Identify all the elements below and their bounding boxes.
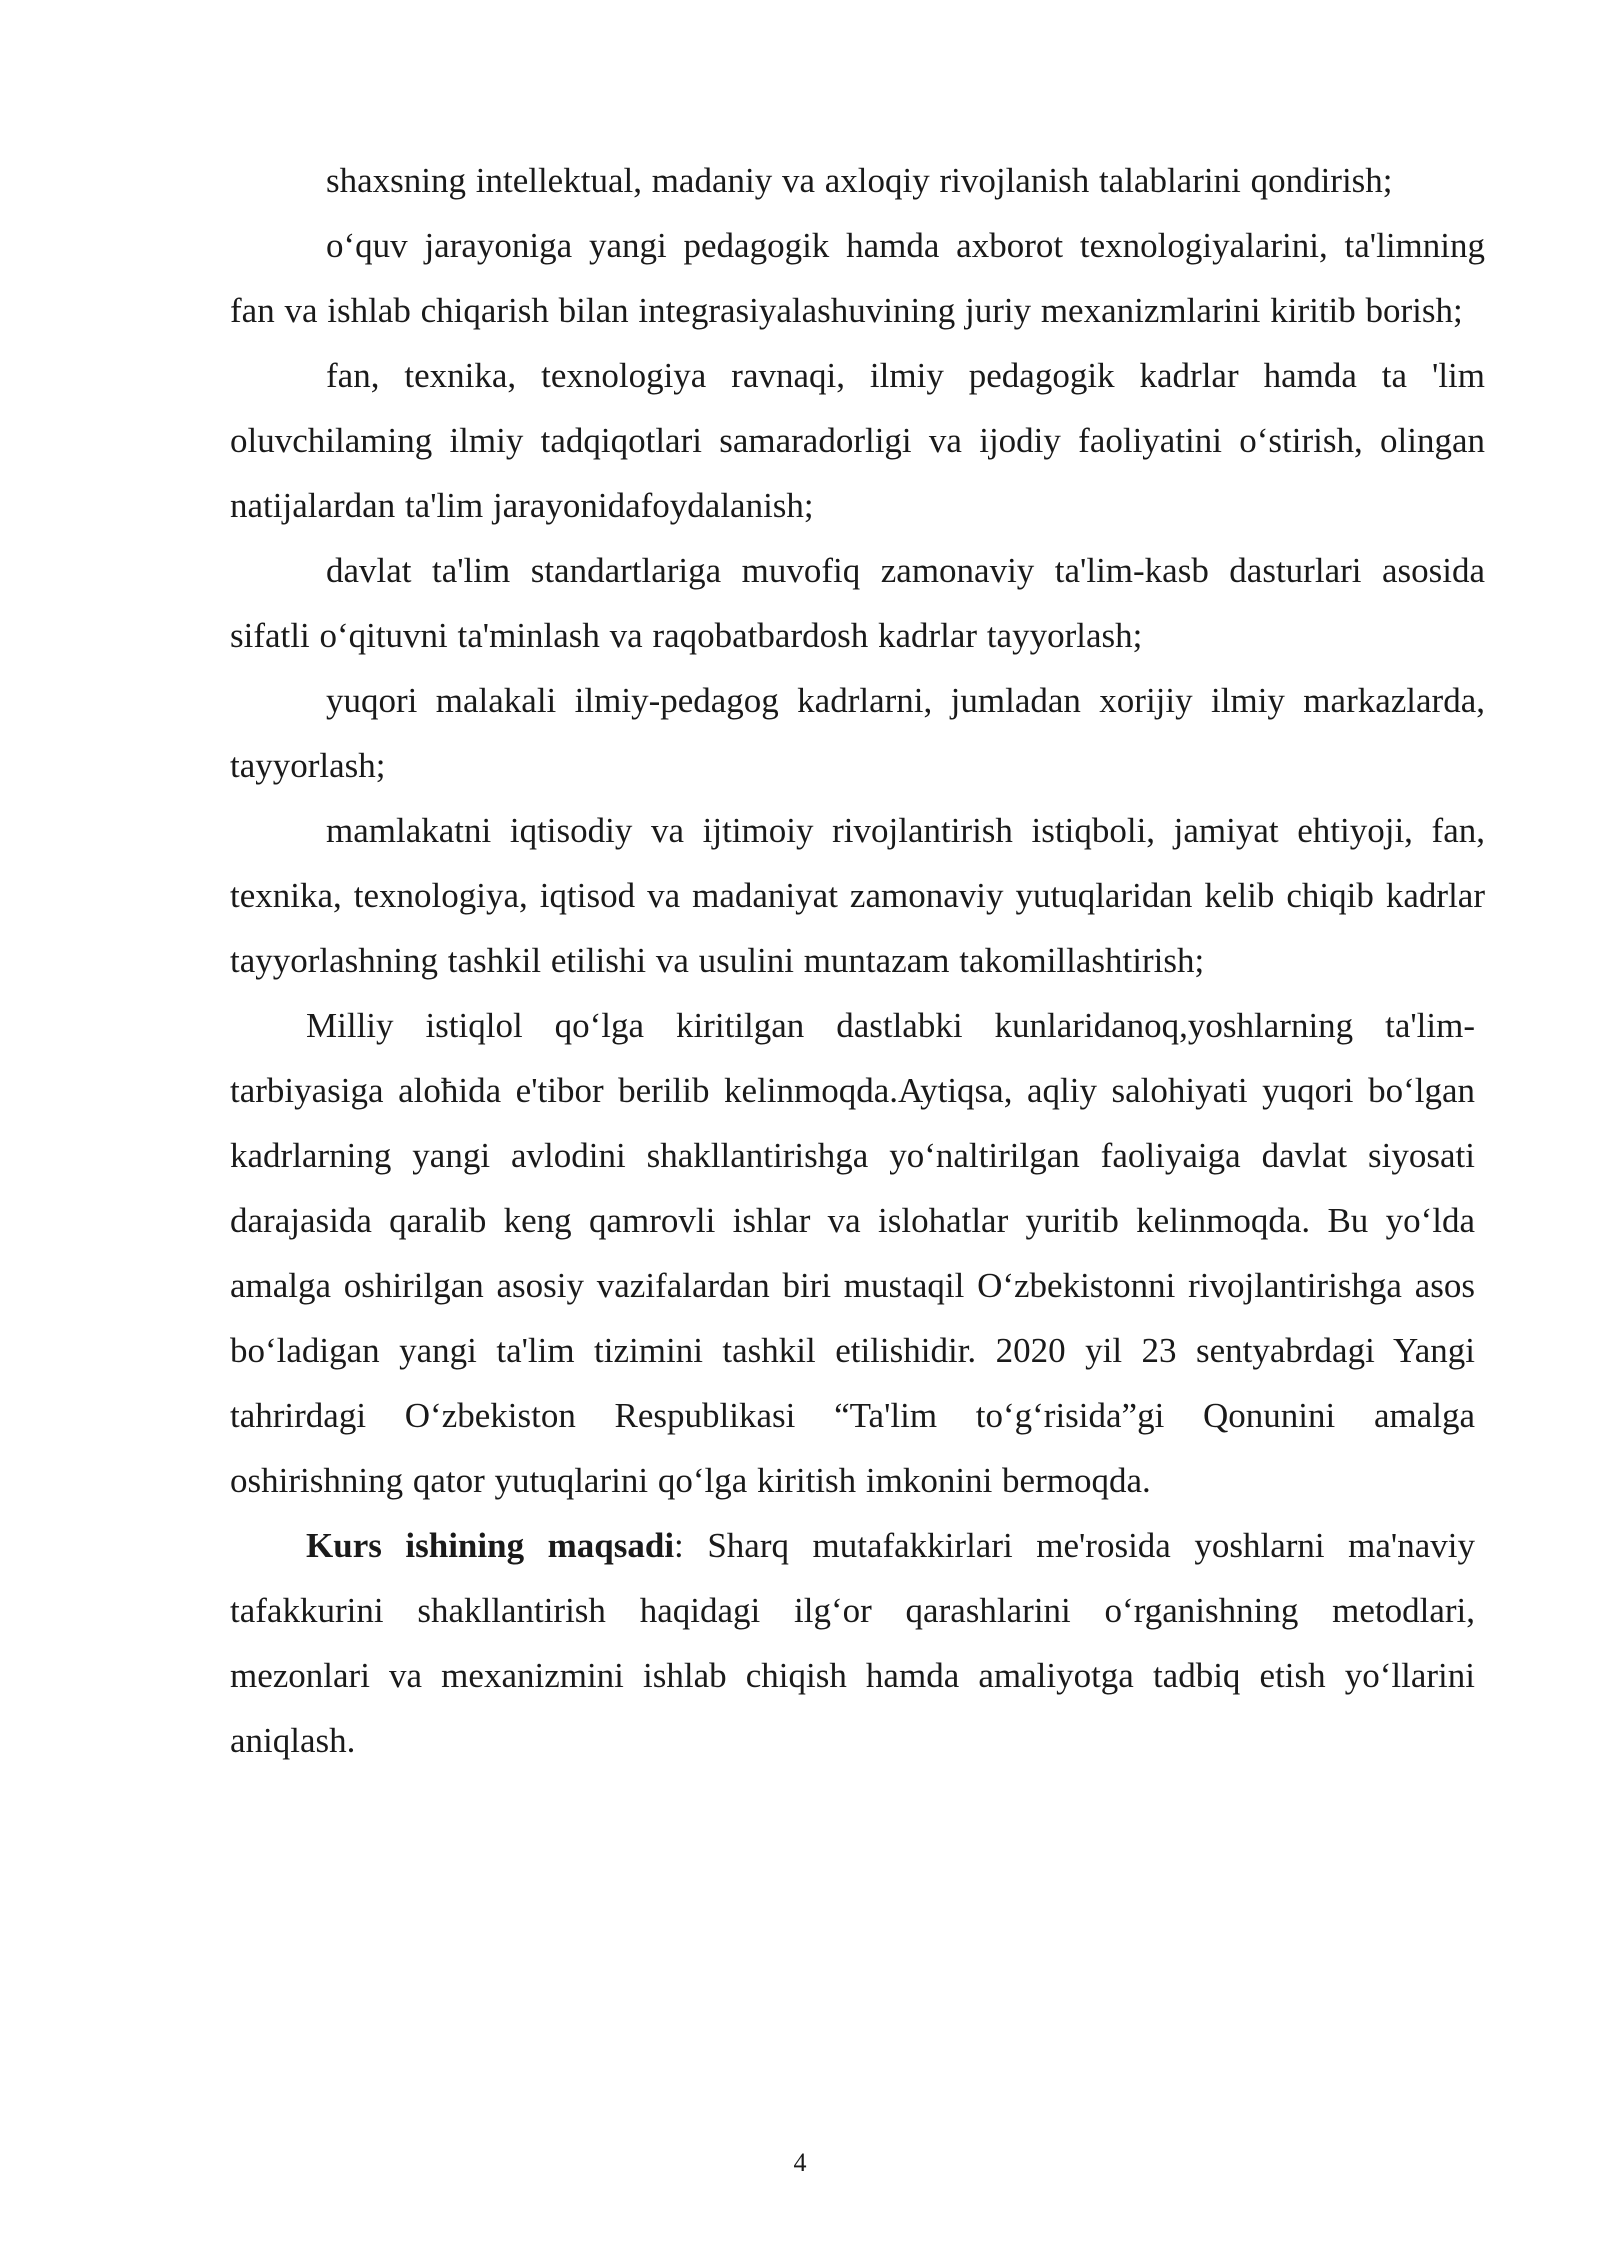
paragraph-state-standards: davlat ta'lim standartlariga muvofiq zamonaviy ta'lim-kasb dasturlari asosida sifatli o‘qituvni ta'minlash va raqobatbardosh kadrlar tayyorlash; [230, 551, 1485, 655]
course-goal-label: Kurs ishining maqsadi [306, 1526, 675, 1565]
paragraph-course-goal [230, 1513, 1475, 1773]
paragraph-economic-development: mamlakatni iqtisodiy va ijtimoiy rivojlantirish istiqboli, jamiyat ehtiyoji, fan, texnika, texnologiya, iqtisod va madaniyat zamonaviy yutuqlaridan kelib chiqib kadrlar tayyorlashning tashkil etilishi va usulini muntazam takomillashtirish; [230, 811, 1485, 980]
page-body [230, 148, 1485, 1773]
course-goal-colon: : [674, 1526, 684, 1565]
page-number: 4 [793, 2148, 807, 2177]
paragraph-intellectual-needs: shaxsning intellektual, madaniy va axloqiy rivojlanish talablarini qondirish; [326, 161, 1393, 200]
paragraph-new-technologies: o‘quv jarayoniga yangi pedagogik hamda axborot texnologiyalarini, ta'limning fan va ishlab chiqarish bilan integrasiyalashuvining juriy mexanizmlarini kiritib borish; [230, 226, 1485, 330]
paragraph-qualified-staff: yuqori malakali ilmiy-pedagog kadrlarni, jumladan xorijiy ilmiy markazlarda, tayyorlash; [230, 681, 1485, 785]
paragraph-science-progress: fan, texnika, texnologiya ravnaqi, ilmiy pedagogik kadrlar hamda ta 'lim oluvchilaming ilmiy tadqiqotlari samaradorligi va ijodiy faoliyatini o‘stirish, olingan natijalardan ta'lim jarayonidafoydalanish; [230, 356, 1485, 525]
course-goal-text: Sharq mutafakkirlari me'rosida yoshlarni ma'naviy tafakkurini shakllantirish haqidagi ilg‘or qarashlarini o‘rganishning metodlari, mezonlari va mexanizmini ishlab chiqish hamda amaliyotga tadbiq etish yo‘llarini aniqlash. [230, 1526, 1475, 1760]
paragraph-independence: Milliy istiqlol qo‘lga kiritilgan dastlabki kunlaridanoq,yoshlarning ta'lim-tarbiyasiga aloħida e'tibor berilib kelinmoqda.Aytiqsa, aqliy salohiyati yuqori bo‘lgan kadrlarning yangi avlodini shakllantirishga yo‘naltirilgan faoliyaiga davlat siyosati darajasida qaralib keng qamrovli ishlar va islohatlar yuritib kelinmoqda. Bu yo‘lda amalga oshirilgan asosiy vazifalardan biri mustaqil O‘zbekistonni rivojlantirishga asos bo‘ladigan yangi ta'lim tizimini tashkil etilishidir. 2020 yil 23 sentyabrdagi Yangi tahrirdagi O‘zbekiston Respublikasi “Ta'lim to‘g‘risida”gi Qonunini amalga oshirishning qator yutuqlarini qo‘lga kiritish imkonini bermoqda. [230, 1006, 1475, 1500]
